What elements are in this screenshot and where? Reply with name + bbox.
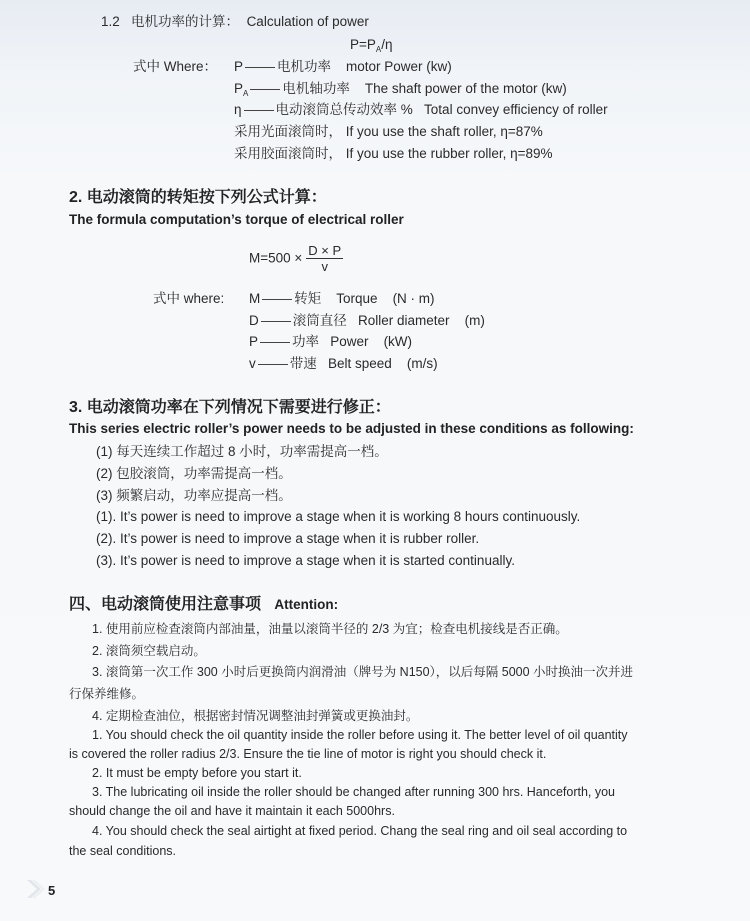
heading-en: Attention: (274, 597, 339, 612)
torque-formula: M=500 × $\frac{D \times P}{v}$ (249, 243, 342, 274)
condition-item: (1) 每天连续工作超过 8 小时，功率需提高一档。 (96, 444, 388, 459)
where-label: 式中 Where： (133, 59, 218, 74)
section-number: 1.2 (101, 14, 120, 29)
variable-row: $P_A$ 电机轴功率 The shaft power of the motor (kw) (234, 81, 567, 98)
attention-line: should change the oil and have it maintain it each 5000hrs. (69, 804, 395, 818)
attention-line: 4. 定期检查油位，根据密封情况调整油封弹簧或更换油封。 (92, 709, 419, 723)
attention-line: 3. 滚筒第一次工作 300 小时后更换筒内润滑油（牌号为 N150），以后每隔 5000 小时换油一次并进 (92, 665, 634, 679)
attention-line: 1. You should check the oil quantity inside the roller before using it. The better level of oil quantity (92, 728, 628, 742)
attention-line: 2. It must be empty before you start it. (92, 766, 302, 780)
variable-row: D 滚筒直径 Roller diameter (m) (249, 313, 485, 328)
variable-row: M 转矩 Torque (N · m) (249, 291, 435, 306)
efficiency-note: 采用光面滚筒时， If you use the shaft roller, η=87% (234, 124, 543, 139)
attention-line: 2. 滚筒须空载启动。 (92, 644, 206, 658)
efficiency-note: 采用胶面滚筒时， If you use the rubber roller, η=89% (234, 146, 553, 161)
condition-item: (2). It’s power is need to improve a stage when it is rubber roller. (96, 531, 480, 546)
condition-item: (2) 包胶滚筒，功率需提高一档。 (96, 466, 292, 481)
condition-item: (3) 频繁启动，功率应提高一档。 (96, 488, 292, 503)
heading-cn: 四、电动滚筒使用注意事项 (69, 596, 262, 613)
page-number: 5 (48, 883, 56, 898)
where-label: 式中 where: (153, 291, 225, 306)
section-2-heading-cn: 2. 电动滚筒的转矩按下列公式计算： (69, 189, 327, 206)
condition-item: (1). It’s power is need to improve a stage when it is working 8 hours continuously. (96, 509, 581, 524)
section-2-heading-en: The formula computation’s torque of electrical roller (69, 212, 404, 227)
attention-line: 3. The lubricating oil inside the roller should be changed after running 300 hrs. Hanceforth, you (92, 785, 616, 799)
heading-en: Calculation of power (246, 14, 369, 29)
power-formula: $P=P_A/\eta$ (350, 37, 393, 54)
heading-cn: 电机功率的计算： (131, 14, 240, 29)
attention-line: 4. You should check the seal airtight at fixed period. Chang the seal ring and oil seal according to (92, 824, 628, 838)
section-1-2-heading (101, 13, 369, 31)
section-4-heading (69, 595, 338, 615)
variable-row: P 电机功率 motor Power (kw) (234, 59, 452, 74)
attention-line: the seal conditions. (69, 844, 177, 858)
variable-row: P 功率 Power (kW) (249, 334, 413, 349)
attention-line: 行保养维修。 (69, 687, 145, 701)
condition-item: (3). It’s power is need to improve a stage when it is started continually. (96, 553, 515, 568)
section-3-heading-cn: 3. 电动滚筒功率在下列情况下需要进行修正： (69, 399, 391, 416)
variable-row: η 电动滚筒总传动效率 % Total convey efficiency of roller (234, 102, 608, 117)
section-3-heading-en: This series electric roller’s power needs to be adjusted in these conditions as following: (69, 421, 634, 436)
attention-line: is covered the roller radius 2/3. Ensure the tie line of motor is right you should check it. (69, 747, 547, 761)
chevron-right-icon (25, 878, 47, 900)
variable-row: v 带速 Belt speed (m/s) (249, 356, 438, 371)
attention-line: 1. 使用前应检查滚筒内部油量，油量以滚筒半径的 2/3 为宜；检查电机接线是否正确。 (92, 622, 568, 636)
